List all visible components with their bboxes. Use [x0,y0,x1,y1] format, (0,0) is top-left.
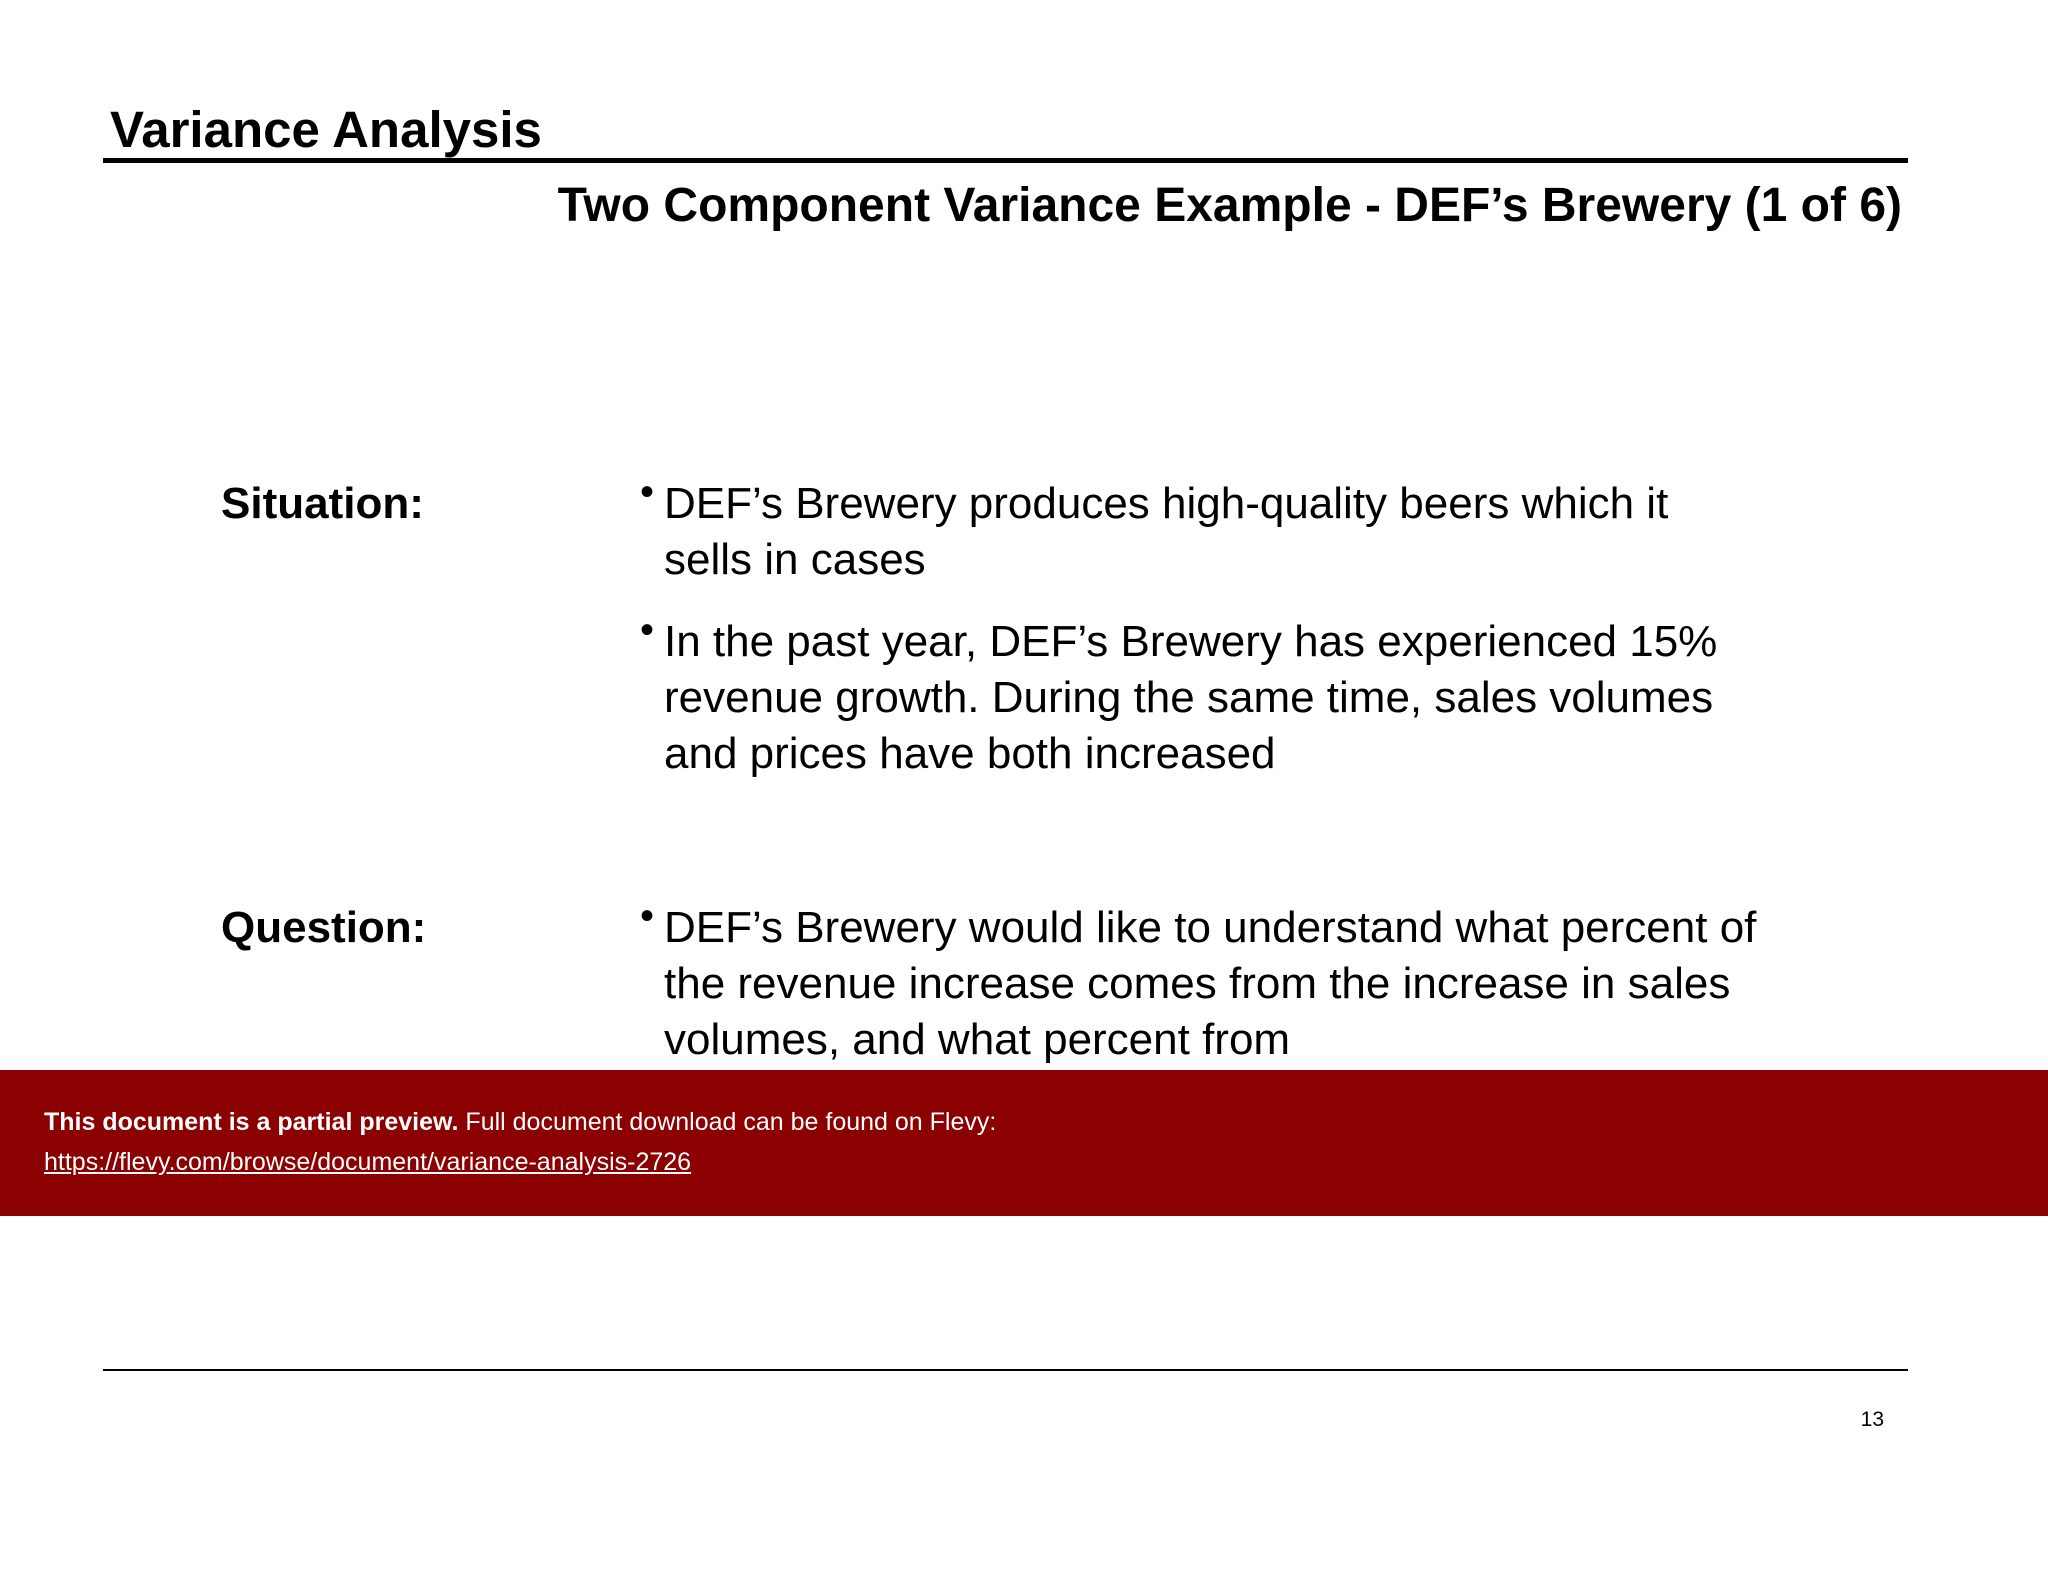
situation-bullet-1-text: DEF’s Brewery produces high-quality beers which it sells in cases [664,479,1669,584]
situation-bullet-list [640,470,1760,808]
situation-label: Situation: [221,479,424,528]
header-title: Variance Analysis [110,101,542,158]
bullet-icon: • [640,470,655,514]
banner-text: Full document download can be found on Flevy: [465,1108,997,1136]
banner-strong-text: This document is a partial preview. [44,1108,459,1136]
bullet-icon: • [640,894,655,938]
preview-banner [0,1070,2048,1216]
question-bullet-1 [640,894,1760,1068]
page-number: 13 [1860,1408,1884,1431]
question-bullet-list [640,894,1760,1094]
question-label: Question: [221,903,427,952]
slide-title: Two Component Variance Example - DEF’s Brewery (1 of 6) [557,179,1902,232]
download-link[interactable]: https://flevy.com/browse/document/variance-analysis-2726 [44,1148,692,1176]
header-divider [103,158,1908,163]
banner-message [44,1104,996,1140]
footer-divider [103,1369,1908,1371]
situation-bullet-2 [640,608,1760,782]
situation-bullet-2-text: In the past year, DEF’s Brewery has experienced 15% revenue growth. During the same time, sales volumes and prices have both increased [664,617,1718,778]
question-bullet-1-text: DEF’s Brewery would like to understand what percent of the revenue increase comes from the increase in sales volumes, and what percent from [664,903,1757,1064]
situation-bullet-1 [640,470,1760,588]
bullet-icon: • [640,608,655,652]
